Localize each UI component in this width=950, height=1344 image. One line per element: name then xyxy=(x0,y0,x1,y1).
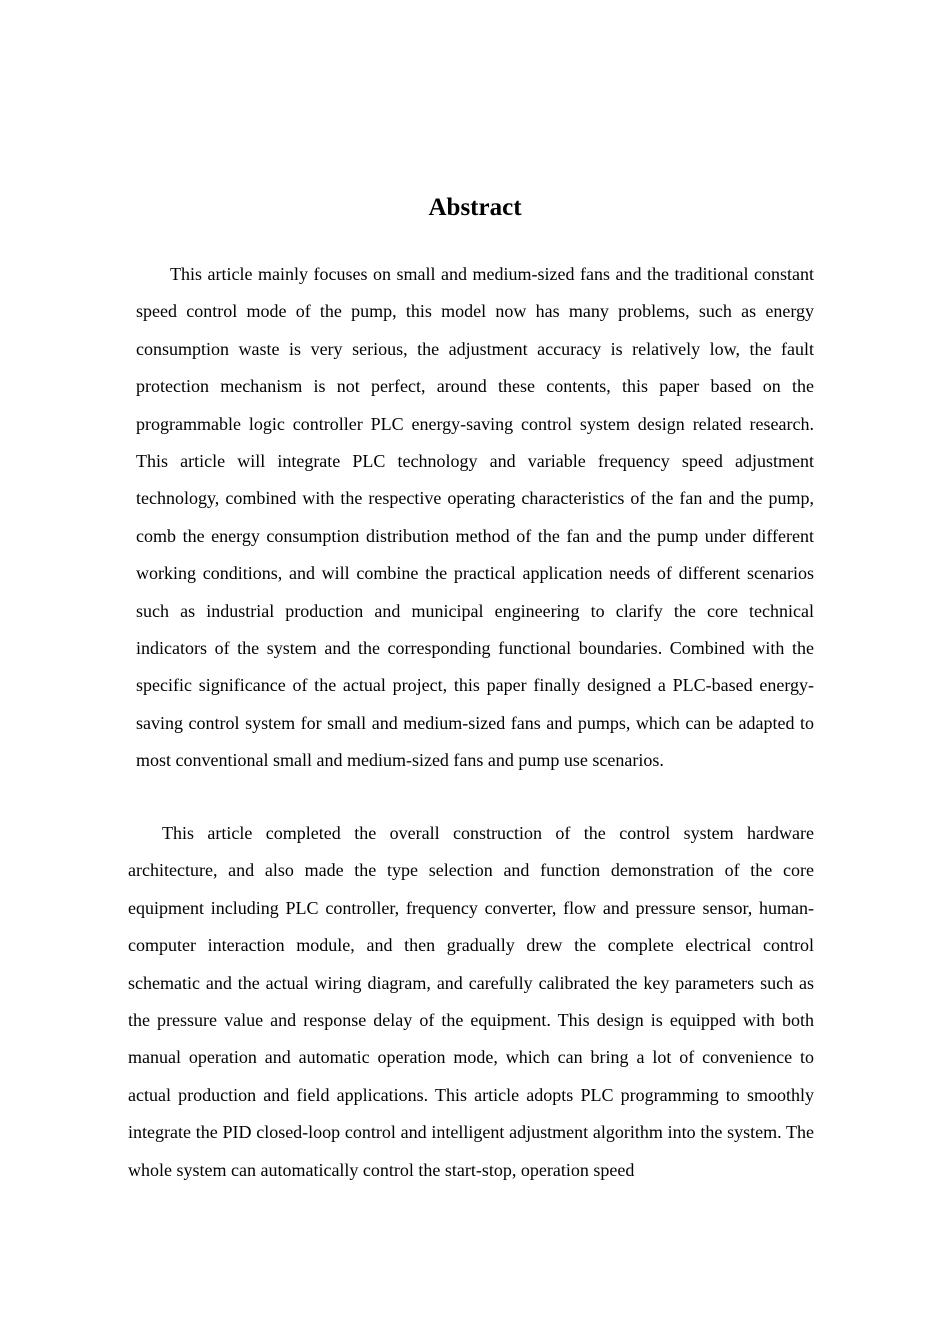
abstract-paragraph-1: This article mainly focuses on small and medium-sized fans and the traditional constant speed control mode of the pump, this model now has many problems, such as energy consumption waste is very serious, the adjustment accuracy is relatively low, the fault protection mechanism is not perfect, around these contents, this paper based on the programmable logic controller PLC energy-saving control system design related research. This article will integrate PLC technology and variable frequency speed adjustment technology, combined with the respective operating characteristics of the fan and the pump, comb the energy consumption distribution method of the fan and the pump under different working conditions, and will combine the practical application needs of different scenarios such as industrial production and municipal engineering to clarify the core technical indicators of the system and the corresponding functional boundaries. Combined with the specific significance of the actual project, this paper finally designed a PLC-based energy-saving control system for small and medium-sized fans and pumps, which can be adapted to most conventional small and medium-sized fans and pump use scenarios. xyxy=(136,264,814,771)
abstract-paragraph-2: This article completed the overall construction of the control system hardware architecture, and also made the type selection and function demonstration of the core equipment including PLC controller, frequency converter, flow and pressure sensor, human-computer interaction module, and then gradually drew the complete electrical control schematic and the actual wiring diagram, and carefully calibrated the key parameters such as the pressure value and response delay of the equipment. This design is equipped with both manual operation and automatic operation mode, which can bring a lot of convenience to actual production and field applications. This article adopts PLC programming to smoothly integrate the PID closed-loop control and intelligent adjustment algorithm into the system. The whole system can automatically control the start-stop, operation speed xyxy=(128,823,814,1180)
abstract-title: Abstract xyxy=(428,194,522,221)
